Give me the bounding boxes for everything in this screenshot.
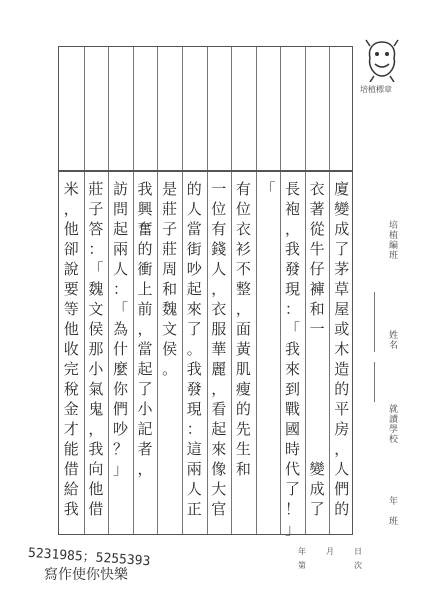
essay-character: 到 <box>285 379 301 398</box>
essay-character: 著 <box>309 199 325 218</box>
essay-character: ， <box>211 379 227 398</box>
essay-character: 代 <box>285 459 301 478</box>
grid-column-line <box>84 47 85 170</box>
essay-character: 戰 <box>285 399 301 418</box>
essay-character: 魏 <box>88 279 104 298</box>
essay-character: 和 <box>309 299 325 318</box>
essay-character: 木 <box>334 339 350 358</box>
essay-character: 了 <box>186 319 202 338</box>
essay-character: 要 <box>63 279 79 298</box>
essay-character: 兩 <box>186 459 202 478</box>
essay-character: ， <box>334 439 350 458</box>
footer-month: 月 <box>326 547 334 556</box>
essay-character: 奮 <box>137 219 153 238</box>
grid-column-line <box>207 47 208 170</box>
essay-character: 人 <box>186 479 202 498</box>
essay-character: 收 <box>63 339 79 358</box>
essay-character: 成 <box>309 479 325 498</box>
essay-character: 不 <box>235 259 251 278</box>
essay-character: 街 <box>186 239 202 258</box>
essay-character: 文 <box>88 299 104 318</box>
essay-character: 上 <box>137 279 153 298</box>
essay-character: 有 <box>235 179 251 198</box>
essay-character: 仔 <box>309 259 325 278</box>
essay-character: 周 <box>162 259 178 278</box>
essay-character: 正 <box>186 499 202 518</box>
footer-di: 第 <box>298 561 306 570</box>
essay-character: 那 <box>88 339 104 358</box>
essay-character: 發 <box>285 259 301 278</box>
essay-character: 廈 <box>334 179 350 198</box>
essay-character: 整 <box>235 279 251 298</box>
essay-character: 了 <box>334 239 350 258</box>
essay-character: 向 <box>88 459 104 478</box>
essay-character: 牛 <box>309 239 325 258</box>
grid-column-line <box>329 47 330 170</box>
essay-character: 子 <box>88 199 104 218</box>
essay-character: 者 <box>137 439 153 458</box>
essay-character: 小 <box>137 399 153 418</box>
year-label: 年 <box>387 496 397 506</box>
essay-character: 大 <box>211 479 227 498</box>
essay-character: 氣 <box>88 379 104 398</box>
essay-character: 時 <box>285 439 301 458</box>
essay-character: ， <box>235 299 251 318</box>
essay-character: 你 <box>112 379 128 398</box>
essay-character: 先 <box>235 419 251 438</box>
essay-character: ， <box>211 279 227 298</box>
essay-character: 草 <box>334 279 350 298</box>
essay-character: 生 <box>235 439 251 458</box>
essay-character: 有 <box>211 219 227 238</box>
essay-character: 位 <box>211 199 227 218</box>
essay-character: 茅 <box>334 259 350 278</box>
essay-character: 鬼 <box>88 399 104 418</box>
essay-character: 成 <box>334 219 350 238</box>
essay-character: 答 <box>88 219 104 238</box>
essay-character: 看 <box>211 399 227 418</box>
essay-character: 人 <box>211 259 227 278</box>
essay-character: 麼 <box>112 359 128 378</box>
essay-character: 黃 <box>235 339 251 358</box>
essay-character: 莊 <box>162 199 178 218</box>
grid-column-line <box>256 172 257 534</box>
essay-character: ！ <box>285 499 301 518</box>
essay-character: ， <box>63 199 79 218</box>
essay-character: 吵 <box>112 419 128 438</box>
grid-column-line <box>256 47 257 170</box>
essay-character: 服 <box>211 319 227 338</box>
grid-column-line <box>108 47 109 170</box>
essay-character: 像 <box>211 459 227 478</box>
essay-character: ， <box>88 419 104 438</box>
essay-character: 我 <box>285 339 301 358</box>
essay-character: ， <box>137 319 153 338</box>
essay-character: 一 <box>211 179 227 198</box>
essay-character: 才 <box>63 419 79 438</box>
essay-character: 屋 <box>334 299 350 318</box>
essay-character: 的 <box>334 499 350 518</box>
essay-character: 「 <box>285 319 301 338</box>
essay-character: 完 <box>63 359 79 378</box>
essay-character: 衣 <box>211 299 227 318</box>
essay-character: 。 <box>186 339 202 358</box>
essay-character: 米 <box>63 179 79 198</box>
essay-character: 變 <box>309 459 325 478</box>
essay-character: 起 <box>211 419 227 438</box>
essay-character: 「 <box>88 259 104 278</box>
essay-character: ： <box>186 419 202 438</box>
essay-character: ， <box>137 459 153 478</box>
essay-character: 吵 <box>186 259 202 278</box>
essay-character: 肌 <box>235 359 251 378</box>
class-underline <box>374 292 375 352</box>
grid-column-line <box>305 47 306 170</box>
essay-character: 這 <box>186 439 202 458</box>
essay-character: 來 <box>211 439 227 458</box>
essay-character: 我 <box>63 499 79 518</box>
essay-character: 的 <box>235 399 251 418</box>
essay-character: 長 <box>285 179 301 198</box>
essay-character: 人 <box>334 459 350 478</box>
essay-character: 衝 <box>137 259 153 278</box>
essay-character: 當 <box>186 219 202 238</box>
essay-character: 他 <box>63 319 79 338</box>
essay-character: 來 <box>186 299 202 318</box>
essay-character: 我 <box>285 239 301 258</box>
essay-character: ： <box>112 279 128 298</box>
essay-character: 侯 <box>88 319 104 338</box>
essay-character: 造 <box>334 359 350 378</box>
essay-character: 面 <box>235 319 251 338</box>
essay-character: 起 <box>137 359 153 378</box>
essay-character: 的 <box>186 179 202 198</box>
essay-character: 衣 <box>235 219 251 238</box>
essay-character: ： <box>88 239 104 258</box>
essay-character: 位 <box>235 199 251 218</box>
footer-ci: 次 <box>354 561 362 570</box>
grid-column-line <box>182 47 183 170</box>
essay-character: 當 <box>137 339 153 358</box>
essay-character: 借 <box>88 499 104 518</box>
essay-character: 華 <box>211 339 227 358</box>
essay-character: 莊 <box>88 179 104 198</box>
essay-character: 前 <box>137 299 153 318</box>
essay-character: 變 <box>334 199 350 218</box>
essay-character: 給 <box>63 479 79 498</box>
essay-character: 兩 <box>112 239 128 258</box>
essay-character: 和 <box>235 459 251 478</box>
essay-character: 瘦 <box>235 379 251 398</box>
essay-character: 能 <box>63 439 79 458</box>
essay-character: 來 <box>285 359 301 378</box>
essay-character: 房 <box>334 419 350 438</box>
essay-character: 記 <box>137 419 153 438</box>
essay-character: 文 <box>162 319 178 338</box>
essay-character: 衣 <box>309 179 325 198</box>
essay-character: 麗 <box>211 359 227 378</box>
essay-character: 和 <box>162 279 178 298</box>
essay-character: 等 <box>63 299 79 318</box>
essay-character: 平 <box>334 399 350 418</box>
essay-character: 們 <box>334 479 350 498</box>
essay-character: 我 <box>137 179 153 198</box>
grid-column-line <box>280 47 281 170</box>
class-label: 培植編班 <box>387 220 397 260</box>
essay-character: 什 <box>112 339 128 358</box>
essay-character: 」 <box>285 519 301 538</box>
essay-character: 子 <box>162 219 178 238</box>
essay-character: 的 <box>137 239 153 258</box>
footer-day: 日 <box>354 547 362 556</box>
essay-character: 我 <box>88 439 104 458</box>
ban-label: 班 <box>387 516 397 526</box>
essay-character: 侯 <box>162 339 178 358</box>
essay-character: 衫 <box>235 239 251 258</box>
essay-character: 「 <box>260 179 276 198</box>
essay-character: 起 <box>186 279 202 298</box>
essay-character: ： <box>285 299 301 318</box>
footer-slogan: 寫作使你快樂 <box>44 567 128 583</box>
essay-character: 褲 <box>309 279 325 298</box>
school-label: 就讀學校 <box>387 404 397 444</box>
grid-column-line <box>133 47 134 170</box>
essay-character: 了 <box>285 479 301 498</box>
essay-character: 。 <box>162 359 178 378</box>
essay-character: 莊 <box>162 239 178 258</box>
essay-character: 魏 <box>162 299 178 318</box>
essay-character: 官 <box>211 499 227 518</box>
essay-character: 他 <box>88 479 104 498</box>
essay-character: 我 <box>186 359 202 378</box>
essay-character: 袍 <box>285 199 301 218</box>
essay-character: 說 <box>63 259 79 278</box>
essay-character: 問 <box>112 199 128 218</box>
essay-character: 或 <box>334 319 350 338</box>
essay-character: 現 <box>285 279 301 298</box>
essay-character: 起 <box>112 219 128 238</box>
essay-character: 一 <box>309 319 325 338</box>
essay-character: 了 <box>309 499 325 518</box>
stamp-caption: 培植標章 <box>360 85 392 94</box>
top-grid <box>58 46 353 171</box>
essay-character: 卻 <box>63 239 79 258</box>
grid-column-line <box>157 47 158 170</box>
essay-character: 們 <box>112 399 128 418</box>
essay-character: 借 <box>63 459 79 478</box>
essay-character: 金 <box>63 399 79 418</box>
mascot-stamp-icon <box>362 36 402 82</box>
essay-character: 稅 <box>63 379 79 398</box>
footer-year: 年 <box>298 547 306 556</box>
footer-phone: 5231985；5255393 <box>27 545 151 570</box>
name-underline <box>374 362 375 402</box>
grid-column-line <box>231 47 232 170</box>
essay-character: 是 <box>162 179 178 198</box>
essay-character: 了 <box>137 379 153 398</box>
essay-character: 人 <box>112 259 128 278</box>
essay-character: 國 <box>285 419 301 438</box>
essay-character: 訪 <box>112 179 128 198</box>
essay-character: 人 <box>186 199 202 218</box>
essay-character: 現 <box>186 399 202 418</box>
essay-character: 發 <box>186 379 202 398</box>
essay-character: 為 <box>112 319 128 338</box>
essay-grid <box>58 171 353 538</box>
essay-character: 「 <box>112 299 128 318</box>
name-label: 姓名 <box>387 330 397 350</box>
essay-character: 興 <box>137 199 153 218</box>
essay-character: ， <box>285 219 301 238</box>
essay-character: 小 <box>88 359 104 378</box>
essay-character: 他 <box>63 219 79 238</box>
essay-character: 的 <box>334 379 350 398</box>
essay-character: 錢 <box>211 239 227 258</box>
essay-character: ？ <box>112 439 128 458</box>
essay-character: 」 <box>112 459 128 478</box>
essay-character: 從 <box>309 219 325 238</box>
